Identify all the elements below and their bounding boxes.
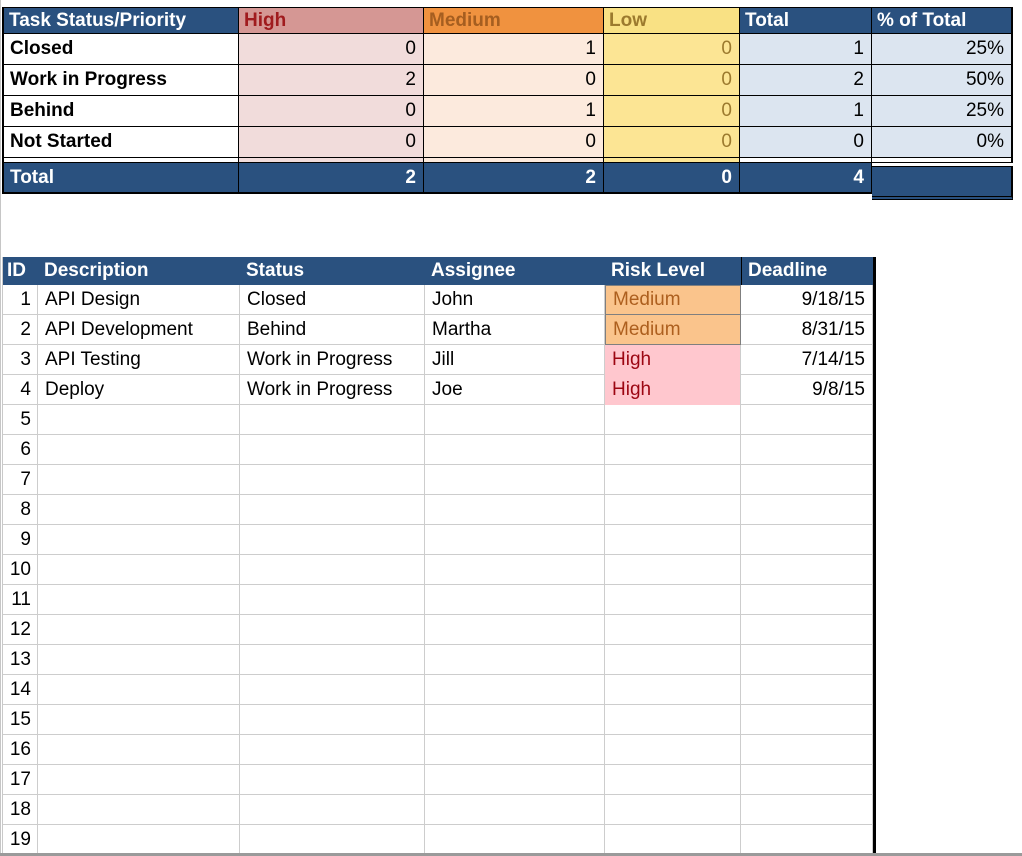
task-cell-deadline[interactable] <box>741 555 873 585</box>
task-header-assignee[interactable]: Assignee <box>425 257 605 285</box>
task-cell-status[interactable]: Behind <box>240 315 425 345</box>
task-cell-assignee[interactable] <box>425 735 605 765</box>
task-row <box>3 735 873 765</box>
task-cell-id[interactable]: 9 <box>3 525 38 555</box>
summary-cell-pct[interactable]: 50% <box>872 65 1013 96</box>
task-cell-status[interactable]: Closed <box>240 285 425 315</box>
summary-cell-total[interactable]: 2 <box>740 65 872 96</box>
task-cell-assignee[interactable] <box>425 555 605 585</box>
summary-header-pct[interactable]: % of Total <box>872 7 1013 34</box>
task-cell-status[interactable] <box>240 645 425 675</box>
task-cell-status[interactable]: Work in Progress <box>240 345 425 375</box>
task-cell-id[interactable]: 3 <box>3 345 38 375</box>
summary-header-low[interactable]: Low <box>604 7 740 34</box>
task-cell-description[interactable] <box>38 555 240 585</box>
task-cell-risk[interactable] <box>605 435 741 465</box>
task-row <box>3 495 873 525</box>
task-cell-description[interactable] <box>38 585 240 615</box>
task-cell-status[interactable] <box>240 465 425 495</box>
task-cell-deadline[interactable]: 8/31/15 <box>741 315 873 345</box>
task-cell-deadline[interactable] <box>741 675 873 705</box>
summary-gap-cell <box>872 158 1013 163</box>
task-cell-risk[interactable] <box>605 645 741 675</box>
task-cell-description[interactable] <box>38 795 240 825</box>
task-cell-deadline[interactable]: 9/8/15 <box>741 375 873 405</box>
task-cell-id[interactable]: 1 <box>3 285 38 315</box>
task-cell-status[interactable] <box>240 495 425 525</box>
summary-cell-high[interactable]: 0 <box>239 96 424 127</box>
task-cell-description[interactable]: API Development <box>38 315 240 345</box>
summary-data-row <box>2 127 1013 158</box>
task-row <box>3 675 873 705</box>
task-cell-deadline[interactable]: 7/14/15 <box>741 345 873 375</box>
summary-table-body <box>2 34 1013 194</box>
task-cell-description[interactable] <box>38 405 240 435</box>
task-cell-deadline[interactable] <box>741 795 873 825</box>
task-cell-status[interactable]: Work in Progress <box>240 375 425 405</box>
task-cell-status[interactable] <box>240 555 425 585</box>
summary-cell-pct[interactable]: 25% <box>872 34 1013 65</box>
task-cell-id[interactable]: 10 <box>3 555 38 585</box>
summary-header-row <box>2 7 1013 34</box>
task-cell-deadline[interactable] <box>741 705 873 735</box>
task-cell-deadline[interactable] <box>741 735 873 765</box>
task-cell-risk[interactable] <box>605 765 741 795</box>
task-cell-description[interactable] <box>38 645 240 675</box>
task-cell-status[interactable] <box>240 705 425 735</box>
task-cell-risk[interactable] <box>605 525 741 555</box>
window-left-edge <box>0 0 1 856</box>
task-cell-risk[interactable] <box>605 735 741 765</box>
summary-cell-total[interactable]: 0 <box>740 127 872 158</box>
summary-cell-low[interactable]: 0 <box>604 96 740 127</box>
task-row <box>3 765 873 795</box>
summary-total-label[interactable]: Total <box>2 163 239 194</box>
task-header-risk-level[interactable]: Risk Level <box>605 257 741 285</box>
summary-cell-medium[interactable]: 0 <box>424 65 604 96</box>
summary-cell-medium[interactable]: 1 <box>424 96 604 127</box>
summary-total-medium[interactable]: 2 <box>424 163 604 194</box>
task-cell-risk[interactable]: High <box>605 375 741 405</box>
summary-cell-pct[interactable]: 25% <box>872 96 1013 127</box>
task-cell-description[interactable] <box>38 525 240 555</box>
task-cell-status[interactable] <box>240 735 425 765</box>
summary-header-total[interactable]: Total <box>740 7 872 34</box>
task-cell-id[interactable]: 5 <box>3 405 38 435</box>
task-cell-risk[interactable]: High <box>605 345 741 375</box>
task-cell-status[interactable] <box>240 525 425 555</box>
task-cell-description[interactable] <box>38 465 240 495</box>
task-cell-description[interactable] <box>38 765 240 795</box>
task-cell-status[interactable] <box>240 675 425 705</box>
summary-row-label[interactable]: Not Started <box>2 127 239 158</box>
summary-cell-low[interactable]: 0 <box>604 127 740 158</box>
task-cell-id[interactable]: 15 <box>3 705 38 735</box>
summary-data-row <box>2 96 1013 127</box>
summary-corner-header[interactable]: Task Status/Priority <box>2 7 239 34</box>
task-cell-risk[interactable]: Medium <box>605 315 741 345</box>
task-cell-risk[interactable] <box>605 825 741 855</box>
summary-total-low[interactable]: 0 <box>604 163 740 194</box>
task-table-body <box>3 285 873 855</box>
task-cell-description[interactable] <box>38 735 240 765</box>
task-row <box>3 465 873 495</box>
summary-total-high[interactable]: 2 <box>239 163 424 194</box>
task-header-status[interactable]: Status <box>240 257 425 285</box>
task-cell-description[interactable]: API Design <box>38 285 240 315</box>
task-row <box>3 405 873 435</box>
task-cell-assignee[interactable] <box>425 765 605 795</box>
task-cell-deadline[interactable] <box>741 645 873 675</box>
task-cell-id[interactable]: 12 <box>3 615 38 645</box>
task-cell-description[interactable]: Deploy <box>38 375 240 405</box>
summary-cell-high[interactable]: 0 <box>239 34 424 65</box>
task-cell-assignee[interactable] <box>425 585 605 615</box>
summary-cell-low[interactable]: 0 <box>604 34 740 65</box>
task-cell-risk[interactable] <box>605 615 741 645</box>
task-row <box>3 645 873 675</box>
task-cell-id[interactable]: 4 <box>3 375 38 405</box>
task-cell-assignee[interactable]: John <box>425 285 605 315</box>
task-cell-assignee[interactable]: Joe <box>425 375 605 405</box>
task-cell-deadline[interactable] <box>741 435 873 465</box>
task-row <box>3 825 873 855</box>
task-cell-deadline[interactable] <box>741 465 873 495</box>
task-cell-description[interactable] <box>38 825 240 855</box>
task-cell-id[interactable]: 17 <box>3 765 38 795</box>
task-cell-assignee[interactable] <box>425 615 605 645</box>
summary-row-label[interactable]: Work in Progress <box>2 65 239 96</box>
task-cell-assignee[interactable] <box>425 675 605 705</box>
task-cell-deadline[interactable] <box>741 765 873 795</box>
summary-cell-high[interactable]: 0 <box>239 127 424 158</box>
task-cell-risk[interactable] <box>605 675 741 705</box>
task-cell-status[interactable] <box>240 765 425 795</box>
summary-data-row <box>2 34 1013 65</box>
summary-cell-total[interactable]: 1 <box>740 96 872 127</box>
task-header-id[interactable]: ID <box>3 257 38 285</box>
task-cell-assignee[interactable] <box>425 825 605 855</box>
task-cell-status[interactable] <box>240 585 425 615</box>
task-cell-deadline[interactable] <box>741 525 873 555</box>
task-cell-status[interactable] <box>240 795 425 825</box>
summary-data-row <box>2 65 1013 96</box>
task-cell-risk[interactable] <box>605 555 741 585</box>
task-row <box>3 555 873 585</box>
task-cell-description[interactable] <box>38 675 240 705</box>
summary-row-label[interactable]: Closed <box>2 34 239 65</box>
summary-total-total[interactable]: 4 <box>740 163 872 194</box>
task-cell-id[interactable]: 18 <box>3 795 38 825</box>
task-cell-risk[interactable] <box>605 405 741 435</box>
task-cell-id[interactable]: 6 <box>3 435 38 465</box>
task-cell-assignee[interactable] <box>425 525 605 555</box>
summary-cell-medium[interactable]: 0 <box>424 127 604 158</box>
task-row <box>3 615 873 645</box>
task-row <box>3 285 873 315</box>
task-cell-description[interactable] <box>38 435 240 465</box>
task-row <box>3 795 873 825</box>
task-cell-assignee[interactable] <box>425 495 605 525</box>
task-cell-id[interactable]: 2 <box>3 315 38 345</box>
task-cell-deadline[interactable] <box>741 585 873 615</box>
task-cell-id[interactable]: 8 <box>3 495 38 525</box>
summary-total-row <box>2 163 1013 194</box>
summary-row-label[interactable]: Behind <box>2 96 239 127</box>
task-cell-risk[interactable] <box>605 585 741 615</box>
summary-cell-total[interactable]: 1 <box>740 34 872 65</box>
task-header-description[interactable]: Description <box>38 257 240 285</box>
task-row <box>3 315 873 345</box>
summary-cell-medium[interactable]: 1 <box>424 34 604 65</box>
summary-cell-high[interactable]: 2 <box>239 65 424 96</box>
task-cell-deadline[interactable] <box>741 825 873 855</box>
task-cell-id[interactable]: 14 <box>3 675 38 705</box>
task-cell-id[interactable]: 11 <box>3 585 38 615</box>
task-row <box>3 435 873 465</box>
task-cell-id[interactable]: 7 <box>3 465 38 495</box>
summary-header-medium[interactable]: Medium <box>424 7 604 34</box>
task-cell-risk[interactable] <box>605 465 741 495</box>
task-row <box>3 585 873 615</box>
task-header-deadline[interactable]: Deadline <box>741 257 873 285</box>
task-cell-status[interactable] <box>240 405 425 435</box>
task-cell-assignee[interactable]: Martha <box>425 315 605 345</box>
task-cell-status[interactable] <box>240 615 425 645</box>
task-cell-assignee[interactable] <box>425 795 605 825</box>
task-cell-deadline[interactable]: 9/18/15 <box>741 285 873 315</box>
task-row <box>3 345 873 375</box>
summary-header-high[interactable]: High <box>239 7 424 34</box>
summary-cell-low[interactable]: 0 <box>604 65 740 96</box>
task-cell-deadline[interactable] <box>741 405 873 435</box>
task-cell-description[interactable] <box>38 495 240 525</box>
task-cell-id[interactable]: 16 <box>3 735 38 765</box>
task-cell-risk[interactable] <box>605 705 741 735</box>
task-cell-deadline[interactable] <box>741 615 873 645</box>
task-cell-assignee[interactable] <box>425 645 605 675</box>
task-cell-status[interactable] <box>240 825 425 855</box>
task-cell-description[interactable] <box>38 615 240 645</box>
summary-total-pct[interactable] <box>872 166 1013 200</box>
task-row <box>3 525 873 555</box>
task-header-row <box>3 257 873 285</box>
task-cell-description[interactable]: API Testing <box>38 345 240 375</box>
task-cell-assignee[interactable] <box>425 435 605 465</box>
summary-table <box>2 7 1013 194</box>
task-cell-description[interactable] <box>38 705 240 735</box>
summary-cell-pct[interactable]: 0% <box>872 127 1013 158</box>
task-cell-risk[interactable] <box>605 795 741 825</box>
task-cell-id[interactable]: 19 <box>3 825 38 855</box>
task-row <box>3 705 873 735</box>
task-cell-assignee[interactable] <box>425 465 605 495</box>
task-row <box>3 375 873 405</box>
task-cell-id[interactable]: 13 <box>3 645 38 675</box>
task-cell-assignee[interactable]: Jill <box>425 345 605 375</box>
task-cell-assignee[interactable] <box>425 705 605 735</box>
task-cell-assignee[interactable] <box>425 405 605 435</box>
task-cell-deadline[interactable] <box>741 495 873 525</box>
task-cell-status[interactable] <box>240 435 425 465</box>
task-cell-risk[interactable]: Medium <box>605 285 741 315</box>
task-table <box>2 257 876 855</box>
task-cell-risk[interactable] <box>605 495 741 525</box>
